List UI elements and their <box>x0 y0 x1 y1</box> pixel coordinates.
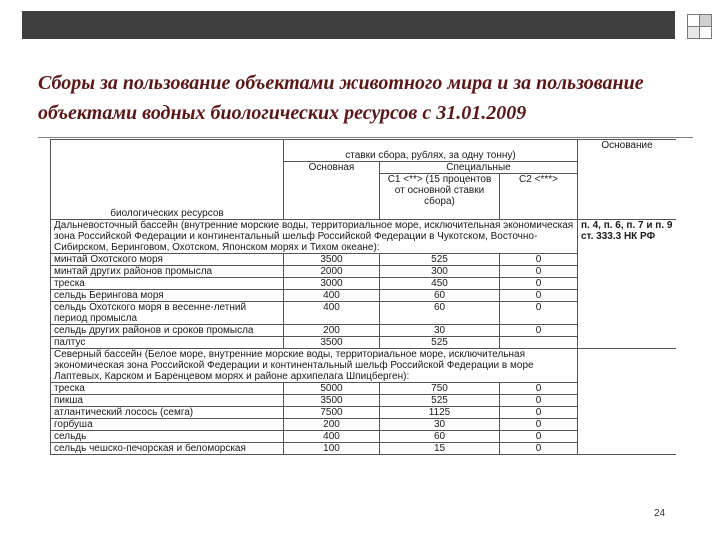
c2-rate-cell: 0 <box>500 419 578 431</box>
c2-rate-cell: 0 <box>500 278 578 290</box>
c2-rate-cell: 0 <box>500 395 578 407</box>
main-rate-cell: 200 <box>284 325 380 337</box>
main-rate-cell: 400 <box>284 431 380 443</box>
c1-rate-cell: 525 <box>380 395 500 407</box>
header-special-rates: Специальные <box>380 162 578 174</box>
decor-square <box>699 26 712 39</box>
main-rate-cell: 400 <box>284 302 380 325</box>
c1-rate-cell: 30 <box>380 325 500 337</box>
section-region: Дальневосточный бассейн (внутренние морские воды, территориальное море, исключительная экономическая зона Российской Федерации и континентальный шельф Российской Федерации в Чукотском, Восточно-Сибирском, Беринговом, Охотском, Японском морях и Тихом океане): <box>51 220 578 254</box>
main-rate-cell: 3500 <box>284 254 380 266</box>
species-cell: треска <box>51 278 284 290</box>
species-cell: треска <box>51 383 284 395</box>
section-region: Северный бассейн (Белое море, внутренние морские воды, территориальное море, исключительная экономическая зона Российской Федерации и континентальный шельф Российской Федерации в море Лаптевых, Карском и Баренцевом морях и районе архипелага Шпицберген): <box>51 349 578 383</box>
c1-rate-cell: 15 <box>380 443 500 455</box>
section-basis: п. 4, п. 6, п. 7 и п. 9 ст. 333.3 НК РФ <box>578 220 677 349</box>
species-cell: минтай других районов промысла <box>51 266 284 278</box>
page-number: 24 <box>654 508 666 519</box>
header-rates: ставки сбора, рублях, за одну тонну) <box>284 140 578 162</box>
rates-table-container <box>50 139 676 459</box>
c2-rate-cell: 0 <box>500 443 578 455</box>
main-rate-cell: 200 <box>284 419 380 431</box>
main-rate-cell: 2000 <box>284 266 380 278</box>
section-basis <box>578 349 677 455</box>
species-cell: атлантический лосось (семга) <box>51 407 284 419</box>
c1-rate-cell: 60 <box>380 290 500 302</box>
c1-rate-cell: 30 <box>380 419 500 431</box>
c2-rate-cell: 0 <box>500 407 578 419</box>
species-cell: сельдь Берингова моря <box>51 290 284 302</box>
species-cell: палтус <box>51 337 284 349</box>
species-cell: сельдь чешско-печорская и беломорская <box>51 443 284 455</box>
species-cell: сельдь других районов и сроков промысла <box>51 325 284 337</box>
c1-rate-cell: 300 <box>380 266 500 278</box>
header-basis: Основание <box>578 140 677 220</box>
header-c1: С1 <**> (15 процентов от основной ставки сбора) <box>380 174 500 220</box>
main-rate-cell: 5000 <box>284 383 380 395</box>
main-rate-cell: 3000 <box>284 278 380 290</box>
main-rate-cell: 3500 <box>284 395 380 407</box>
header-main-rate: Основная <box>284 162 380 220</box>
species-cell: сельдь <box>51 431 284 443</box>
c1-rate-cell: 450 <box>380 278 500 290</box>
c1-rate-cell: 525 <box>380 337 500 349</box>
main-rate-cell: 100 <box>284 443 380 455</box>
c1-rate-cell: 750 <box>380 383 500 395</box>
c1-rate-cell: 1125 <box>380 407 500 419</box>
species-cell: горбуша <box>51 419 284 431</box>
main-rate-cell: 400 <box>284 290 380 302</box>
section-row <box>51 220 677 254</box>
decor-square <box>699 14 712 27</box>
c2-rate-cell: 0 <box>500 290 578 302</box>
main-rate-cell: 3500 <box>284 337 380 349</box>
c2-rate-cell: 0 <box>500 302 578 325</box>
c2-rate-cell: 0 <box>500 325 578 337</box>
slide-header-bar <box>22 11 675 39</box>
c1-rate-cell: 60 <box>380 431 500 443</box>
species-cell: пикша <box>51 395 284 407</box>
c2-rate-cell: 0 <box>500 254 578 266</box>
species-cell: минтай Охотского моря <box>51 254 284 266</box>
c1-rate-cell: 525 <box>380 254 500 266</box>
rates-table <box>50 139 676 455</box>
c2-rate-cell <box>500 337 578 349</box>
slide-title: Сборы за пользование объектами животного мира и за пользование объектами водных биологических ресурсов с 31.01.2009 <box>38 72 644 124</box>
c1-rate-cell: 60 <box>380 302 500 325</box>
header-species: биологических ресурсов <box>51 140 284 220</box>
c2-rate-cell: 0 <box>500 431 578 443</box>
title-divider <box>38 137 693 138</box>
c2-rate-cell: 0 <box>500 266 578 278</box>
section-row <box>51 349 677 383</box>
species-cell: сельдь Охотского моря в весенне-летний период промысла <box>51 302 284 325</box>
c2-rate-cell: 0 <box>500 383 578 395</box>
header-c2: С2 <***> <box>500 174 578 220</box>
main-rate-cell: 7500 <box>284 407 380 419</box>
